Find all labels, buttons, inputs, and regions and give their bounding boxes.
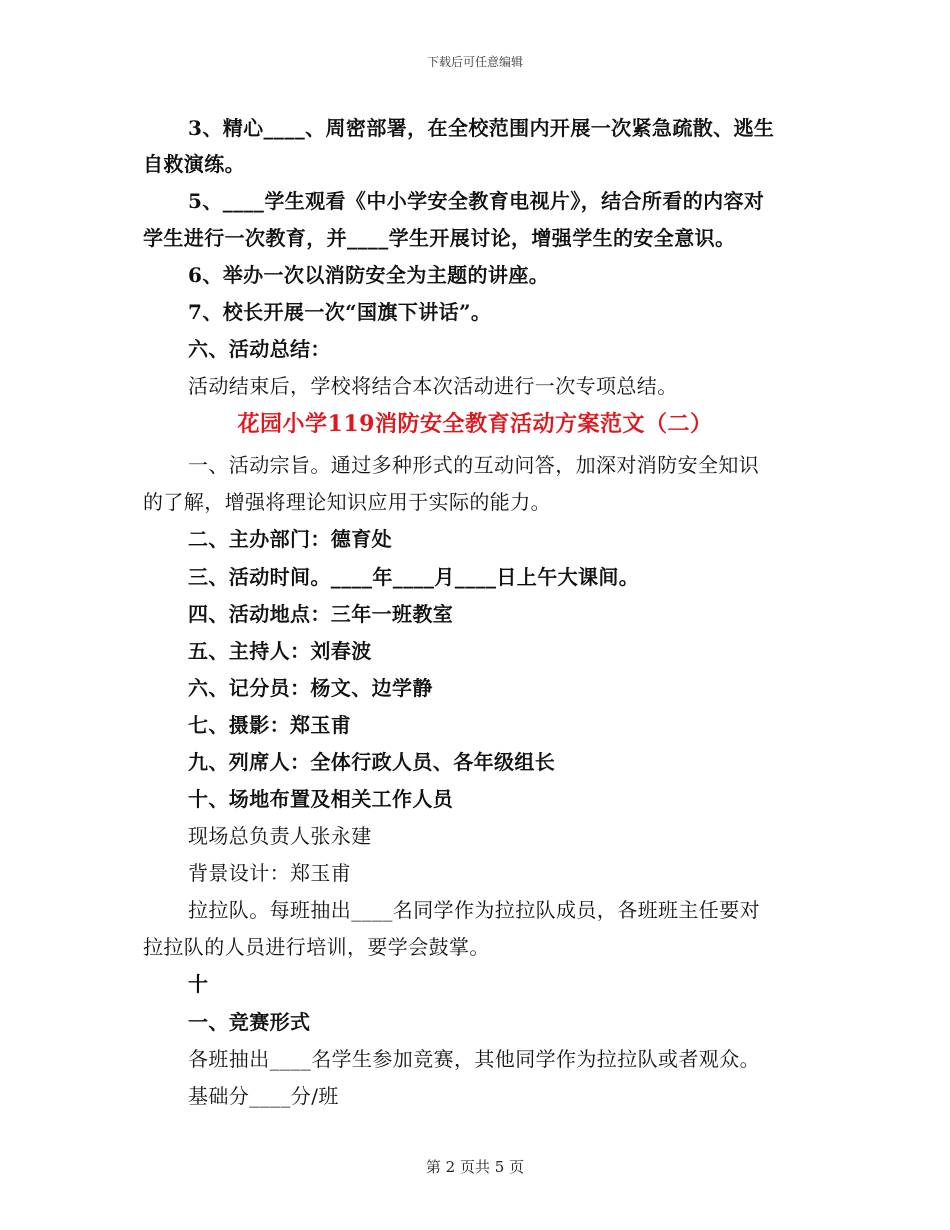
text-line: 拉拉队的人员进行培训，要学会鼓掌。: [143, 935, 490, 959]
document-title: 花园小学119消防安全教育活动方案范文（二）: [237, 411, 713, 437]
section-heading: 五、主持人：刘春波: [188, 639, 372, 663]
text-line: 7、校长开展一次“国旗下讲话”。: [188, 300, 492, 324]
text-line: 活动结束后，学校将结合本次活动进行一次专项总结。: [188, 374, 678, 398]
text-line: 自救演练。: [143, 152, 245, 176]
page-header: 下载后可任意编辑: [426, 55, 523, 69]
text-line: 一、活动宗旨。通过多种形式的互动问答，加深对消防安全知识: [188, 453, 760, 477]
text-line: 学生进行一次教育，并____学生开展讨论，增强学生的安全意识。: [143, 226, 736, 250]
section-heading: 四、活动地点：三年一班教室: [188, 602, 454, 626]
text-line: 各班抽出____名学生参加竞赛，其他同学作为拉拉队或者观众。: [188, 1047, 760, 1071]
section-heading: 十、场地布置及相关工作人员: [188, 787, 454, 811]
text-line: 背景设计：郑玉甫: [188, 861, 352, 885]
text-line: 3、精心____、周密部署，在全校范围内开展一次紧急疏散、逃生: [188, 116, 775, 140]
section-heading: 七、摄影：郑玉甫: [188, 713, 352, 737]
text-line: 现场总负责人张永建: [188, 824, 372, 848]
section-heading: 六、记分员：杨文、边学静: [188, 676, 433, 700]
page-footer: 第 2 页共 5 页: [425, 1158, 525, 1176]
text-line: 5、____学生观看《中小学安全教育电视片》，结合所看的内容对: [188, 189, 765, 213]
text-line: 基础分____分/班: [188, 1084, 339, 1108]
section-heading: 九、列席人：全体行政人员、各年级组长: [188, 750, 556, 774]
text-line: 拉拉队。每班抽出____名同学作为拉拉队成员，各班班主任要对: [188, 898, 760, 922]
text-line: 6、举办一次以消防安全为主题的讲座。: [188, 263, 550, 287]
section-heading: 二、主办部门：德育处: [188, 527, 392, 551]
section-heading: 十: [188, 972, 209, 996]
section-heading: 六、活动总结：: [188, 337, 331, 361]
section-heading: 三、活动时间。____年____月____日上午大课间。: [188, 565, 640, 589]
text-line: 的了解，增强将理论知识应用于实际的能力。: [143, 490, 551, 514]
section-heading: 一、竞赛形式: [188, 1010, 311, 1034]
